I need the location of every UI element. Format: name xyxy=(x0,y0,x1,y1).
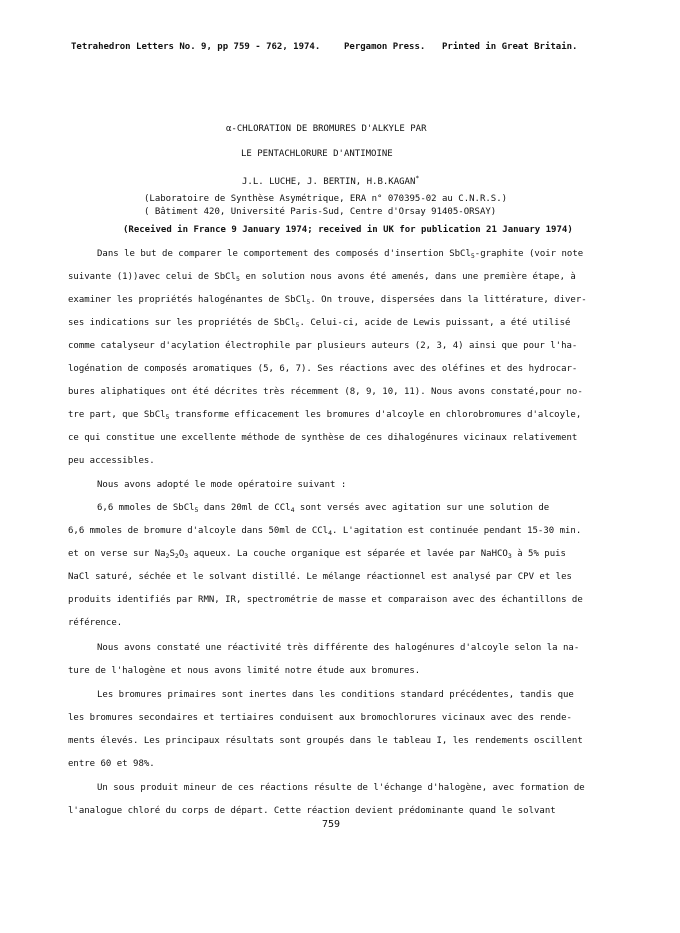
body-line: bures aliphatiques ont été décrites très récemment (8, 9, 10, 11). Nous avons constaté,pour no- xyxy=(68,387,583,397)
page-number: 759 xyxy=(322,819,341,830)
body-line: et on verse sur $Na_2S_2O_3$ aqueux. La couche organique est séparée et lavée par NaHCO$_3$ à 5% puis xyxy=(68,549,566,560)
journal-citation: Tetrahedron Letters No. 9, pp 759 - 762, 1974. xyxy=(71,42,321,52)
body-line: ses indications sur les propriétés de SbCl$_5$. Celui-ci, acide de Lewis puissant, a été utilisé xyxy=(68,318,571,329)
received-line: (Received in France 9 January 1974; received in UK for publication 21 January 1974) xyxy=(123,225,573,235)
body-line: ments élevés. Les principaux résultats sont groupés dans le tableau I, les rendements oscillent xyxy=(68,736,583,746)
title-line-1: α-CHLORATION DE BROMURES D'ALKYLE PAR xyxy=(226,124,427,134)
author-marker: * xyxy=(415,174,420,182)
body-line: entre 60 et 98%. xyxy=(68,759,155,769)
body-line: Les bromures primaires sont inertes dans les conditions standard précédentes, tandis que xyxy=(97,690,574,700)
body-line: tre part, que SbCl$_5$ transforme efficacement les bromures d'alcoyle en chlorobromures d'alcoyle, xyxy=(68,410,582,421)
body-line: comme catalyseur d'acylation électrophile par plusieurs auteurs (2, 3, 4) ainsi que pour l'ha- xyxy=(68,341,578,351)
body-line: Nous avons constaté une réactivité très différente des halogénures d'alcoyle selon la na- xyxy=(97,643,580,653)
body-line: Nous avons adopté le mode opératoire suivant : xyxy=(97,480,347,490)
body-line: peu accessibles. xyxy=(68,456,155,466)
body-line: 6,6 mmoles de SbCl$_5$ dans 20ml de CCl$_4$ sont versés avec agitation sur une solution de xyxy=(97,503,550,514)
body-line: produits identifiés par RMN, IR, spectrométrie de masse et comparaison avec des échantillons de xyxy=(68,595,583,605)
authors xyxy=(242,176,419,188)
body-line: Dans le but de comparer le comportement des composés d'insertion SbCl$_5$-graphite (voir note xyxy=(97,249,584,260)
printed-in: Printed in Great Britain. xyxy=(442,42,578,52)
body-line: logénation de composés aromatiques (5, 6, 7). Ses réactions avec des oléfines et des hydrocar- xyxy=(68,364,578,374)
affiliation-line-1: (Laboratoire de Synthèse Asymétrique, ERA n° 070395-02 au C.N.R.S.) xyxy=(144,194,508,204)
affiliation-line-2: ( Bâtiment 420, Université Paris-Sud, Centre d'Orsay 91405-ORSAY) xyxy=(144,207,497,217)
body-line: ture de l'halogène et nous avons limité notre étude aux bromures. xyxy=(68,666,421,676)
body-line: l'analogue chloré du corps de départ. Cette réaction devient prédominante quand le solvant xyxy=(68,806,556,816)
body-line: suivante (1))avec celui de SbCl$_5$ en solution nous avons été amenés, dans une première étape, à xyxy=(68,272,576,283)
body-line: examiner les propriétés halogénantes de SbCl$_5$. On trouve, dispersées dans la littérature, diver- xyxy=(68,295,587,306)
body-line: Un sous produit mineur de ces réactions résulte de l'échange d'halogène, avec formation de xyxy=(97,783,585,793)
title-line-2: LE PENTACHLORURE D'ANTIMOINE xyxy=(241,149,393,159)
body-line: 6,6 mmoles de bromure d'alcoyle dans 50ml de CCl$_4$. L'agitation est continuée pendant 15-30 min. xyxy=(68,526,582,537)
body-line: ce qui constitue une excellente méthode de synthèse de ces dihalogénures vicinaux relativement xyxy=(68,433,578,443)
body-line: les bromures secondaires et tertiaires conduisent aux bromochlorures vicinaux avec des rende- xyxy=(68,713,572,723)
publisher: Pergamon Press. xyxy=(344,42,426,52)
body-line: NaCl saturé, séchée et le solvant distillé. Le mélange réactionnel est analysé par CPV et les xyxy=(68,572,572,582)
body-line: référence. xyxy=(68,618,123,628)
author-names: J.L. LUCHE, J. BERTIN, H.B.KAGAN xyxy=(242,177,416,187)
